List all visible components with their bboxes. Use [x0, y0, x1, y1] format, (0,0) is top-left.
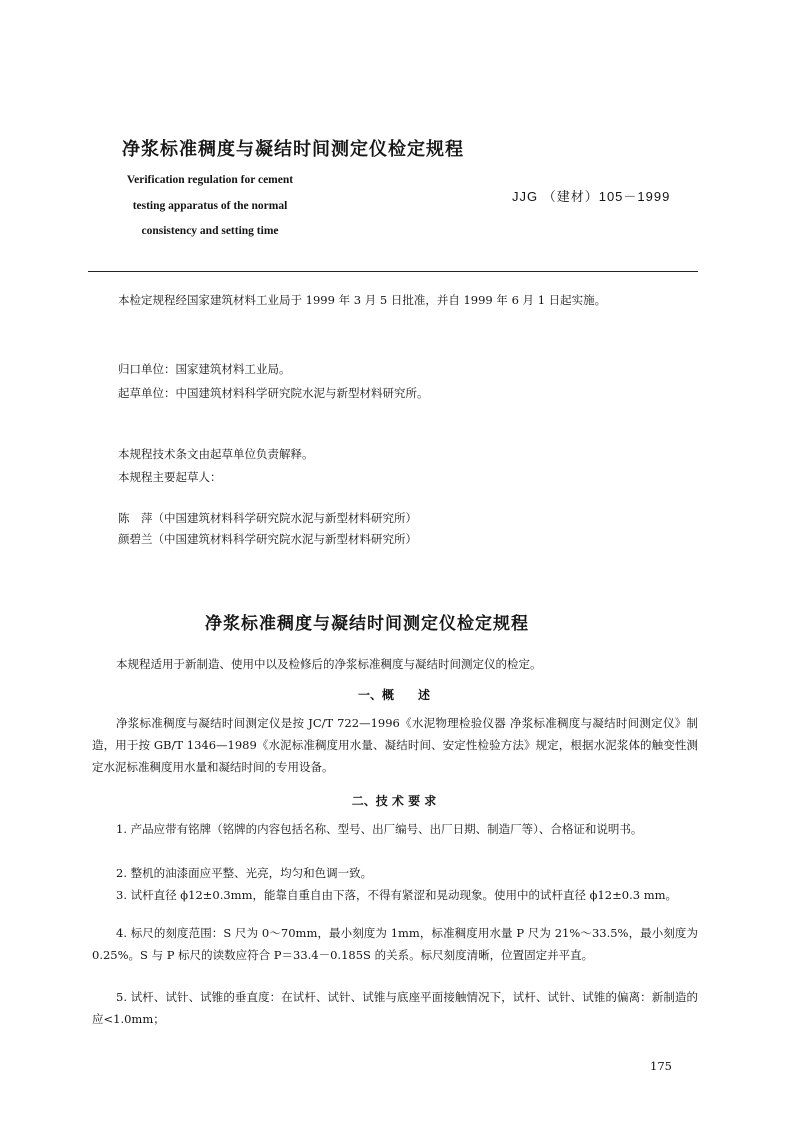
owner-unit: 归口单位：国家建筑材料工业局。	[118, 362, 291, 376]
page-number: 175	[650, 1059, 672, 1073]
drafter-2: 颜碧兰（中国建筑材料科学研究院水泥与新型材料研究所）	[118, 532, 417, 546]
scope-statement: 本规程适用于新制造、使用中以及检修后的净浆标准稠度与凝结时间测定仪的检定。	[116, 657, 542, 671]
section-1-heading: 一、概 述	[357, 688, 430, 702]
requirement-3: 3. 试杆直径 ϕ12±0.3mm，能靠自重自由下落，不得有紧涩和晃动现象。使用中的试杆直径 ϕ12±0.3 mm。	[116, 888, 678, 902]
english-title-line-2: testing apparatus of the normal	[132, 200, 288, 212]
requirement-1: 1. 产品应带有铭牌（铭牌的内容包括名称、型号、出厂编号、出厂日期、制造厂等）、合格证和说明书。	[116, 822, 643, 836]
regulation-code: JJG （建材）105－1999	[512, 189, 671, 204]
section-2-heading: 二、技 术 要 求	[351, 794, 437, 808]
drafters-heading: 本规程主要起草人：	[118, 470, 222, 484]
english-title-line-1: Verification regulation for cement	[126, 174, 294, 186]
drafting-unit: 起草单位：中国建筑材料科学研究院水泥与新型材料研究所。	[118, 386, 429, 400]
drafter-1: 陈 萍（中国建筑材料科学研究院水泥与新型材料研究所）	[118, 511, 417, 525]
approval-statement: 本检定规程经国家建筑材料工业局于 1999 年 3 月 5 日批准，并自 1999 年 6 月 1 日起实施。	[118, 293, 607, 307]
requirement-5: 5. 试杆、试针、试锥的垂直度：在试杆、试针、试锥与底座平面接触情况下，试杆、试针、试锥的偏离：新制造的应<1.0mm；	[92, 990, 698, 1026]
requirement-2: 2. 整机的油漆面应平整、光亮，均匀和色调一致。	[116, 866, 373, 880]
english-title-line-3: consistency and setting time	[141, 225, 279, 237]
document-title: 净浆标准稠度与凝结时间测定仪检定规程	[122, 139, 464, 160]
section-1-text: 净浆标准稠度与凝结时间测定仪是按 JC/T 722—1996《水泥物理检验仪器 净浆标准稠度与凝结时间测定仪》制造，用于按 GB/T 1346—1989《水泥标准稠度用水量、凝结时间、安定性检验方法》规定，根据水泥浆体的触变性测定水泥标准稠度用水量和凝结时间的专用设备。	[92, 716, 698, 774]
interpretation-note: 本规程技术条文由起草单位负责解释。	[118, 447, 314, 461]
body-title: 净浆标准稠度与凝结时间测定仪检定规程	[205, 614, 529, 634]
header-divider	[88, 271, 698, 272]
requirement-4: 4. 标尺的刻度范围：S 尺为 0～70mm，最小刻度为 1mm，标准稠度用水量 P 尺为 21%～33.5%，最小刻度为 0.25%。S 与 P 标尺的读数应符合 P＝33.4－0.185S 的关系。标尺刻度清晰，位置固定并平直。	[92, 926, 698, 962]
